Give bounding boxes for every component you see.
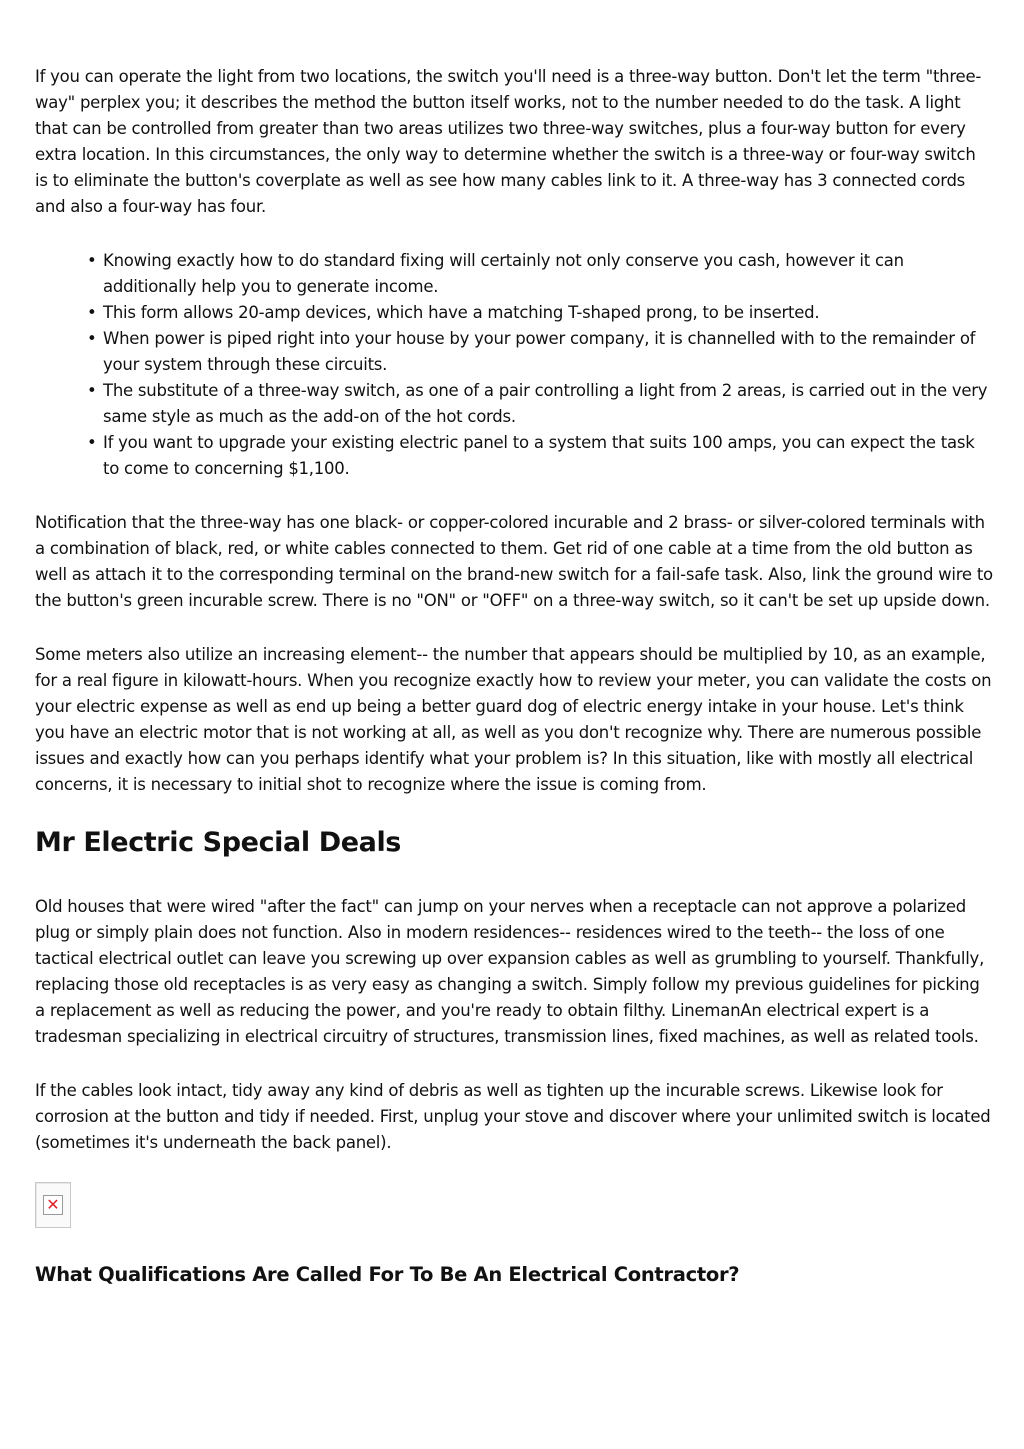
paragraph: Some meters also utilize an increasing element-- the number that appears should be multiplied by 10, as an example, for a real figure in kilowatt-hours. When you recognize exactly how to review your meter, you can validate the costs on your electric expense as well as end up being a better guard dog of electric energy intake in your house. Let's think you have an electric motor that is not working at all, as well as you don't recognize why. There are numerous possible issues and exactly how can you perhaps identify what your problem is? In this situation, like with mostly all electrical concerns, it is necessary to initial shot to recognize where the issue is coming from.	[35, 645, 992, 794]
paragraph: If you can operate the light from two locations, the switch you'll need is a three-way button. Don't let the term "three-way" perplex you; it describes the method the button itself works, not to the number needed to do the task. A light that can be controlled from greater than two areas utilizes two three-way switches, plus a four-way button for every extra location. In this circumstances, the only way to determine whether the switch is a three-way or four-way switch is to eliminate the button's coverplate as well as see how many cables link to it. A three-way has 3 connected cords and also a four-way has four.	[35, 67, 982, 216]
paragraph: Notification that the three-way has one black- or copper-colored incurable and 2 brass- or silver-colored terminals with a combination of black, red, or white cables connected to them. Get rid of one cable at a time from the old button as well as attach it to the corresponding terminal on the brand-new switch for a fail-safe task. Also, link the ground wire to the button's green incurable screw. There is no "ON" or "OFF" on a three-way switch, so it can't be set up upside down.	[35, 513, 993, 610]
subsection-heading: What Qualifications Are Called For To Be An Electrical Contractor?	[35, 1263, 740, 1286]
list-item: • When power is piped right into your house by your power company, it is channelled with to the remainder of your system through these circuits.	[103, 326, 993, 378]
article-content	[35, 64, 993, 1288]
bullet-list	[35, 248, 993, 482]
paragraph: If the cables look intact, tidy away any kind of debris as well as tighten up the incurable screws. Likewise look for corrosion at the button and tidy if needed. First, unplug your stove and discover where your unlimited switch is located (sometimes it's underneath the back panel).	[35, 1081, 991, 1152]
paragraph: Old houses that were wired "after the fact" can jump on your nerves when a receptacle can not approve a polarized plug or simply plain does not function. Also in modern residences-- residences wired to the teeth-- the loss of one tactical electrical outlet can leave you screwing up over expansion cables as well as grumbling to yourself. Thankfully, replacing those old receptacles is as very easy as changing a switch. Simply follow my previous guidelines for picking a replacement as well as reducing the power, and you're ready to obtain filthy. LinemanAn electrical expert is a tradesman specializing in electrical circuitry of structures, transmission lines, fixed machines, as well as related tools.	[35, 897, 985, 1046]
list-item: • Knowing exactly how to do standard fixing will certainly not only conserve you cash, however it can additionally help you to generate income.	[103, 248, 993, 300]
list-item: • The substitute of a three-way switch, as one of a pair controlling a light from 2 areas, is carried out in the very same style as much as the add-on of the hot cords.	[103, 378, 993, 430]
section-heading: Mr Electric Special Deals	[35, 827, 401, 858]
list-item: • If you want to upgrade your existing electric panel to a system that suits 100 amps, you can expect the task to come to concerning $1,100.	[103, 430, 993, 482]
list-item: • This form allows 20-amp devices, which have a matching T-shaped prong, to be inserted.	[103, 300, 993, 326]
broken-image-icon: ✕	[43, 1195, 63, 1215]
broken-image-placeholder	[35, 1182, 71, 1228]
